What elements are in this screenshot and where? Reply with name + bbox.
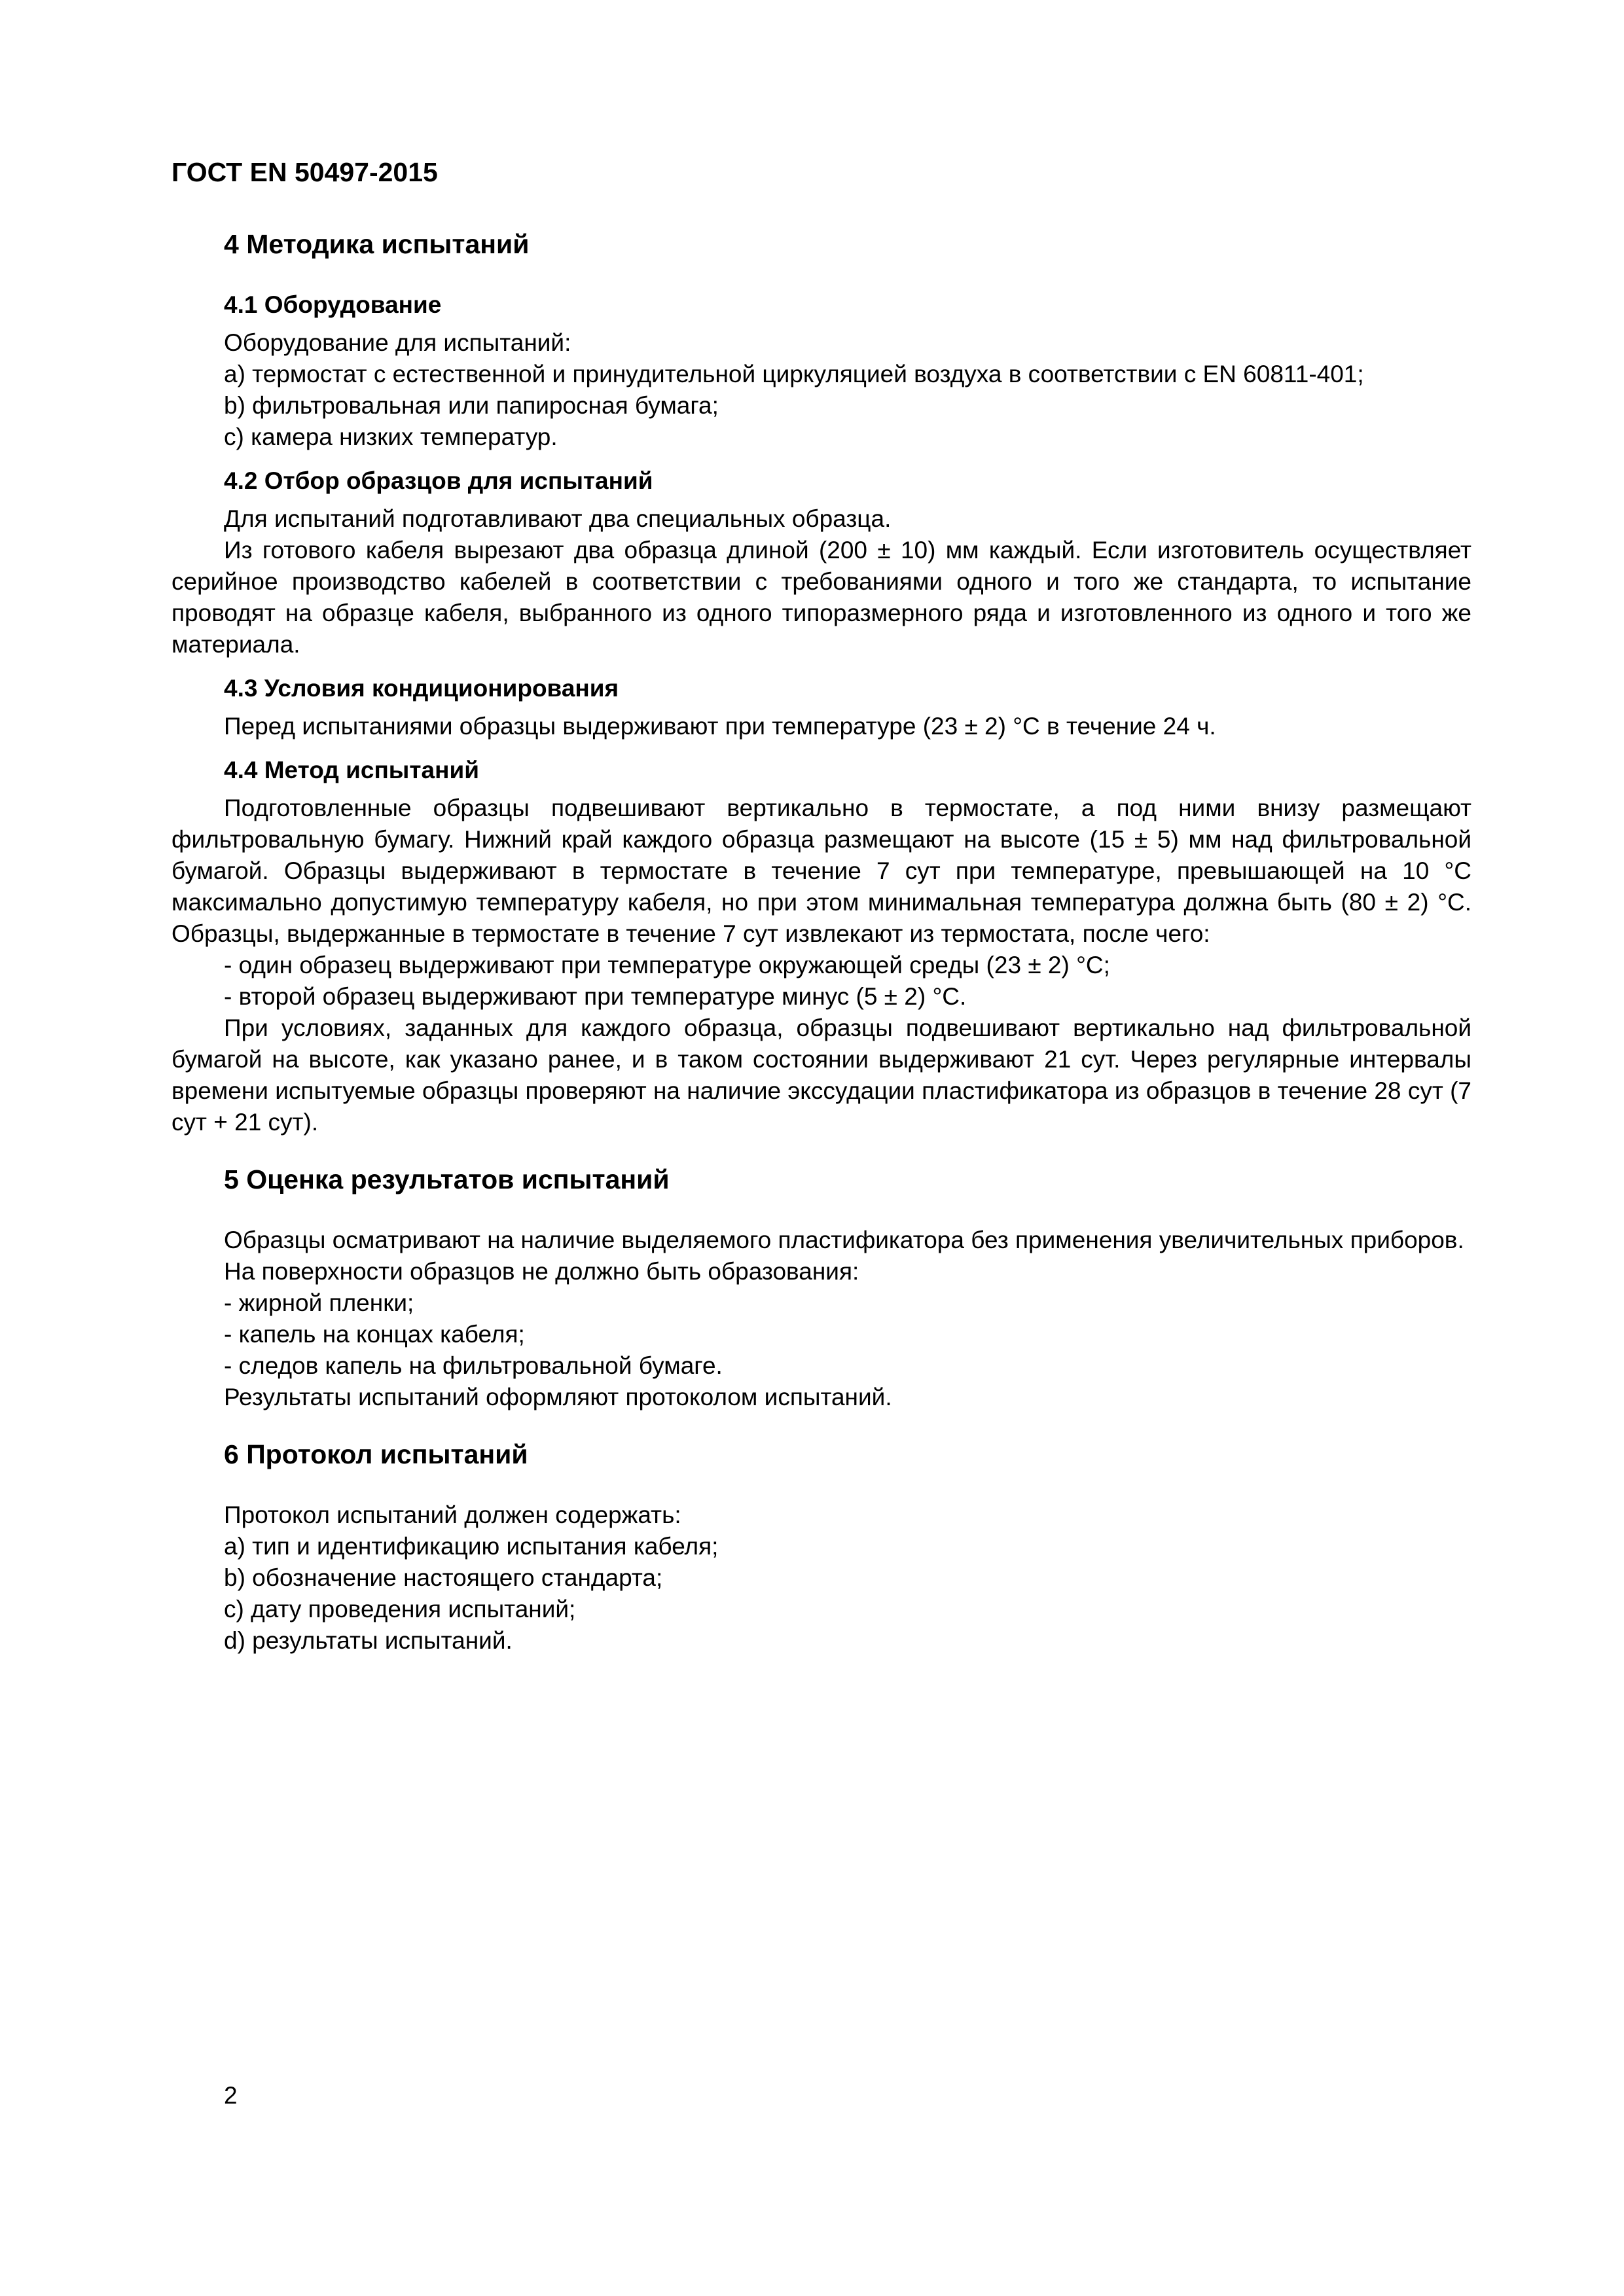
list-item: а) термостат с естественной и принудительной циркуляцией воздуха в соответствии с EN 60811-401; (224, 361, 1364, 387)
page-number: 2 (224, 2082, 238, 2109)
section-4-title: 4 Методика испытаний (224, 229, 530, 259)
list-item: а) тип и идентификацию испытания кабеля; (224, 1533, 719, 1560)
list-item: - капель на концах кабеля; (224, 1321, 525, 1348)
paragraph: При условиях, заданных для каждого образца, образцы подвешивают вертикально над фильтровальной бумагой на высоте, как указано ранее, и в таком состоянии выдерживают 21 сут. Через регулярные интервалы времени испытуемые образцы проверяют на наличие экссудации пластификатора из образцов в течение 28 сут (7 сут + 21 сут). (171, 1014, 1471, 1136)
list-item: - следов капель на фильтровальной бумаге. (224, 1352, 723, 1379)
list-item: b) фильтровальная или папиросная бумага; (224, 392, 719, 419)
list-item: c) дату проведения испытаний; (224, 1596, 576, 1623)
paragraph: Протокол испытаний должен содержать: (224, 1501, 681, 1528)
list-item: d) результаты испытаний. (224, 1627, 513, 1654)
subsection-4-3-title: 4.3 Условия кондиционирования (224, 675, 619, 702)
subsection-4-2-title: 4.2 Отбор образцов для испытаний (224, 467, 653, 494)
paragraph: Для испытаний подготавливают два специальных образца. (224, 505, 892, 532)
document-code-header: ГОСТ EN 50497-2015 (171, 157, 438, 187)
paragraph: Образцы осматривают на наличие выделяемого пластификатора без применения увеличительных приборов. (224, 1227, 1464, 1253)
paragraph: Оборудование для испытаний: (224, 329, 571, 356)
list-item: - жирной пленки; (224, 1289, 414, 1316)
paragraph: Результаты испытаний оформляют протоколом испытаний. (224, 1384, 892, 1410)
subsection-4-1-title: 4.1 Оборудование (224, 291, 442, 318)
list-item: - второй образец выдерживают при температуре минус (5 ± 2) °С. (224, 983, 967, 1010)
paragraph: Подготовленные образцы подвешивают вертикально в термостате, а под ними внизу размещают фильтровальную бумагу. Нижний край каждого образца размещают на высоте (15 ± 5) мм над фильтровальной бумагой. Образцы выдерживают в термостате в течение 7 сут при температуре, превышающей на 10 °С максимально допустимую температуру кабеля, но при этом минимальная температура должна быть (80 ± 2) °С. Образцы, выдержанные в термостате в течение 7 сут извлекают из термостата, после чего: (171, 795, 1471, 947)
paragraph: На поверхности образцов не должно быть образования: (224, 1258, 859, 1285)
list-item: - один образец выдерживают при температуре окружающей среды (23 ± 2) °С; (224, 952, 1110, 978)
list-item: b) обозначение настоящего стандарта; (224, 1564, 663, 1591)
section-5-title: 5 Оценка результатов испытаний (224, 1164, 670, 1194)
paragraph: Из готового кабеля вырезают два образца длиной (200 ± 10) мм каждый. Если изготовитель осуществляет серийное производство кабелей в соответствии с требованиями одного и того же стандарта, то испытание проводят на образце кабеля, выбранного из одного типоразмерного ряда и изготовленного из одного и того же материала. (171, 537, 1471, 658)
document-body (171, 228, 1471, 1657)
paragraph: Перед испытаниями образцы выдерживают при температуре (23 ± 2) °С в течение 24 ч. (224, 713, 1216, 740)
list-item: c) камера низких температур. (224, 423, 558, 450)
subsection-4-4-title: 4.4 Метод испытаний (224, 757, 479, 783)
section-6-title: 6 Протокол испытаний (224, 1439, 528, 1469)
